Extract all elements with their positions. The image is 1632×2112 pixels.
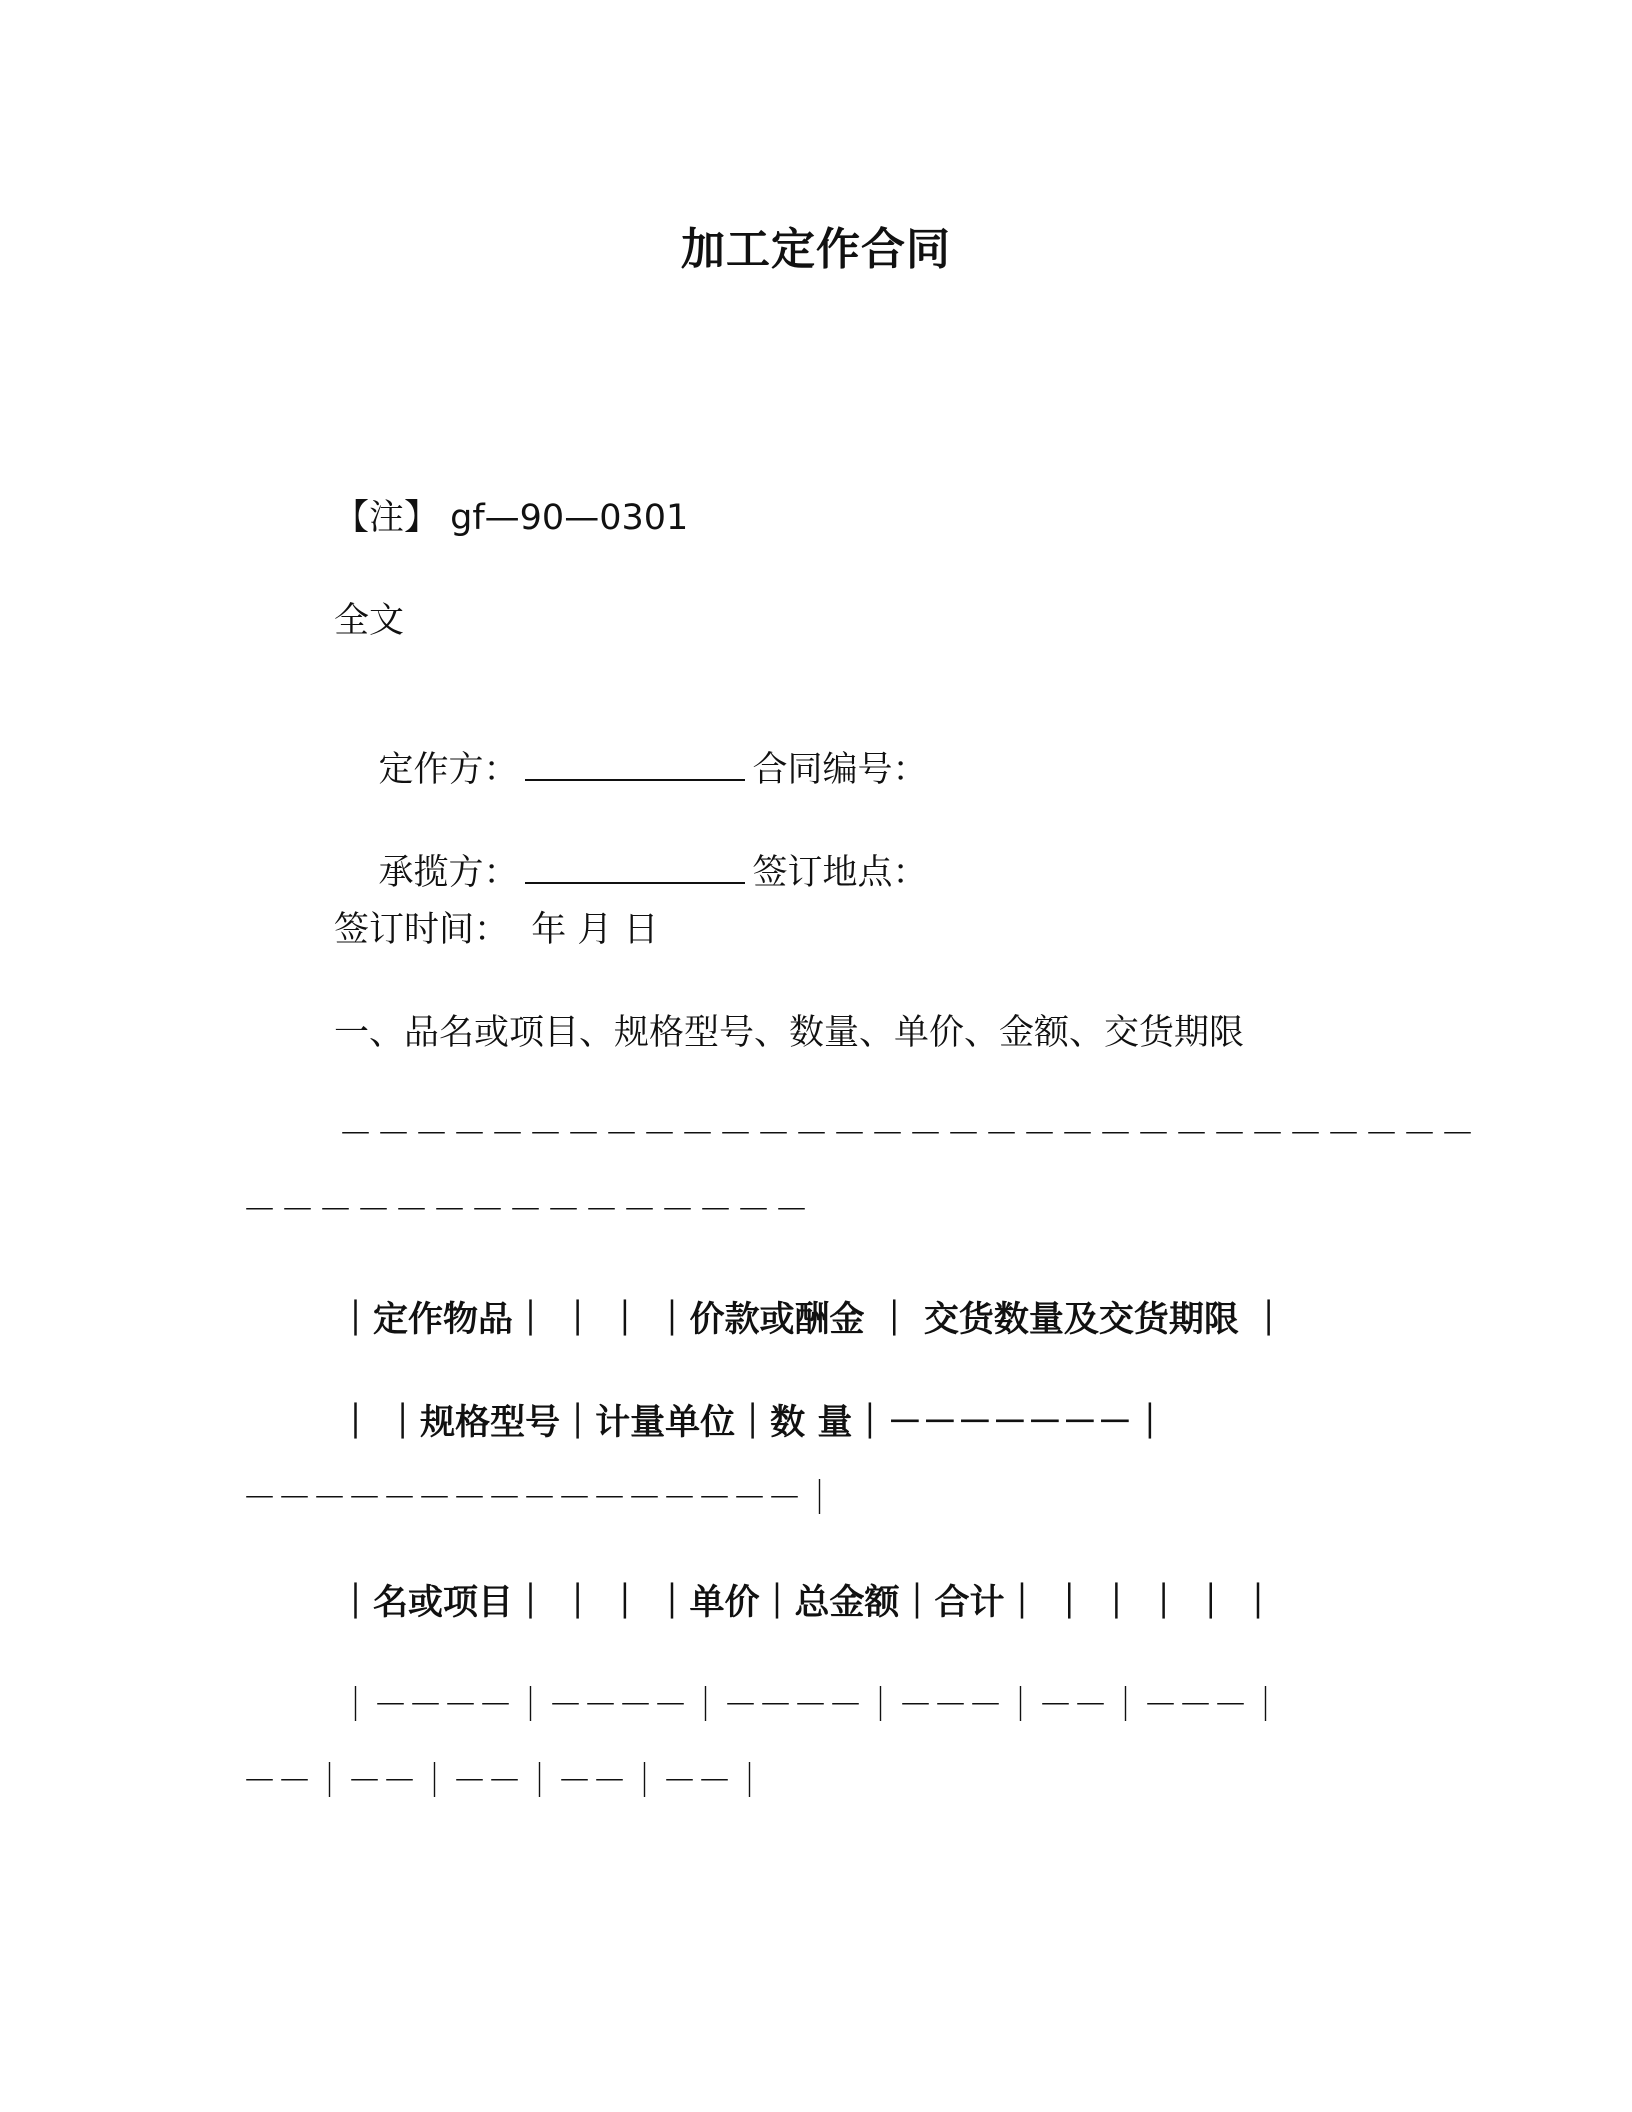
- table-header-row-1: ｜定作物品｜ ｜ ｜ ｜价款或酬金 ｜ 交货数量及交货期限 ｜: [338, 1300, 1287, 1340]
- document-title: 加工定作合同: [681, 224, 951, 275]
- table-header-row-3: ｜名或项目｜ ｜ ｜ ｜单价｜总金额｜合计｜ ｜ ｜ ｜ ｜ ｜: [338, 1583, 1276, 1623]
- table-header-row-2b: －－－－－－－－－－－－－－－－｜: [242, 1479, 838, 1519]
- note-line: 【注】 gf—90—0301: [334, 498, 689, 538]
- table-rule-top-1: －－－－－－－－－－－－－－－－－－－－－－－－－－－－－－: [338, 1115, 1479, 1155]
- party-b-blank: [525, 852, 745, 884]
- table-divider-row-b: －－｜－－｜－－｜－－｜－－｜: [242, 1762, 768, 1802]
- table-rule-top-2: －－－－－－－－－－－－－－－: [242, 1191, 813, 1231]
- party-a-blank: [525, 749, 745, 781]
- fulltext-label: 全文: [334, 601, 405, 641]
- table-divider-row-a: ｜－－－－｜－－－－｜－－－－｜－－－｜－－｜－－－｜: [338, 1686, 1284, 1726]
- party-b-label: 承揽方：: [378, 853, 519, 893]
- party-a-label: 定作方：: [378, 750, 519, 790]
- contract-number-label: 合同编号：: [752, 750, 928, 790]
- sign-date-line: 签订时间： 年 月 日: [334, 910, 659, 950]
- section1-heading: 一、品名或项目、规格型号、数量、单价、金额、交货期限: [334, 1013, 1245, 1053]
- table-header-row-2a: ｜ ｜规格型号｜计量单位｜数 量｜－－－－－－－｜: [338, 1403, 1168, 1443]
- sign-place-label: 签订地点：: [752, 853, 928, 893]
